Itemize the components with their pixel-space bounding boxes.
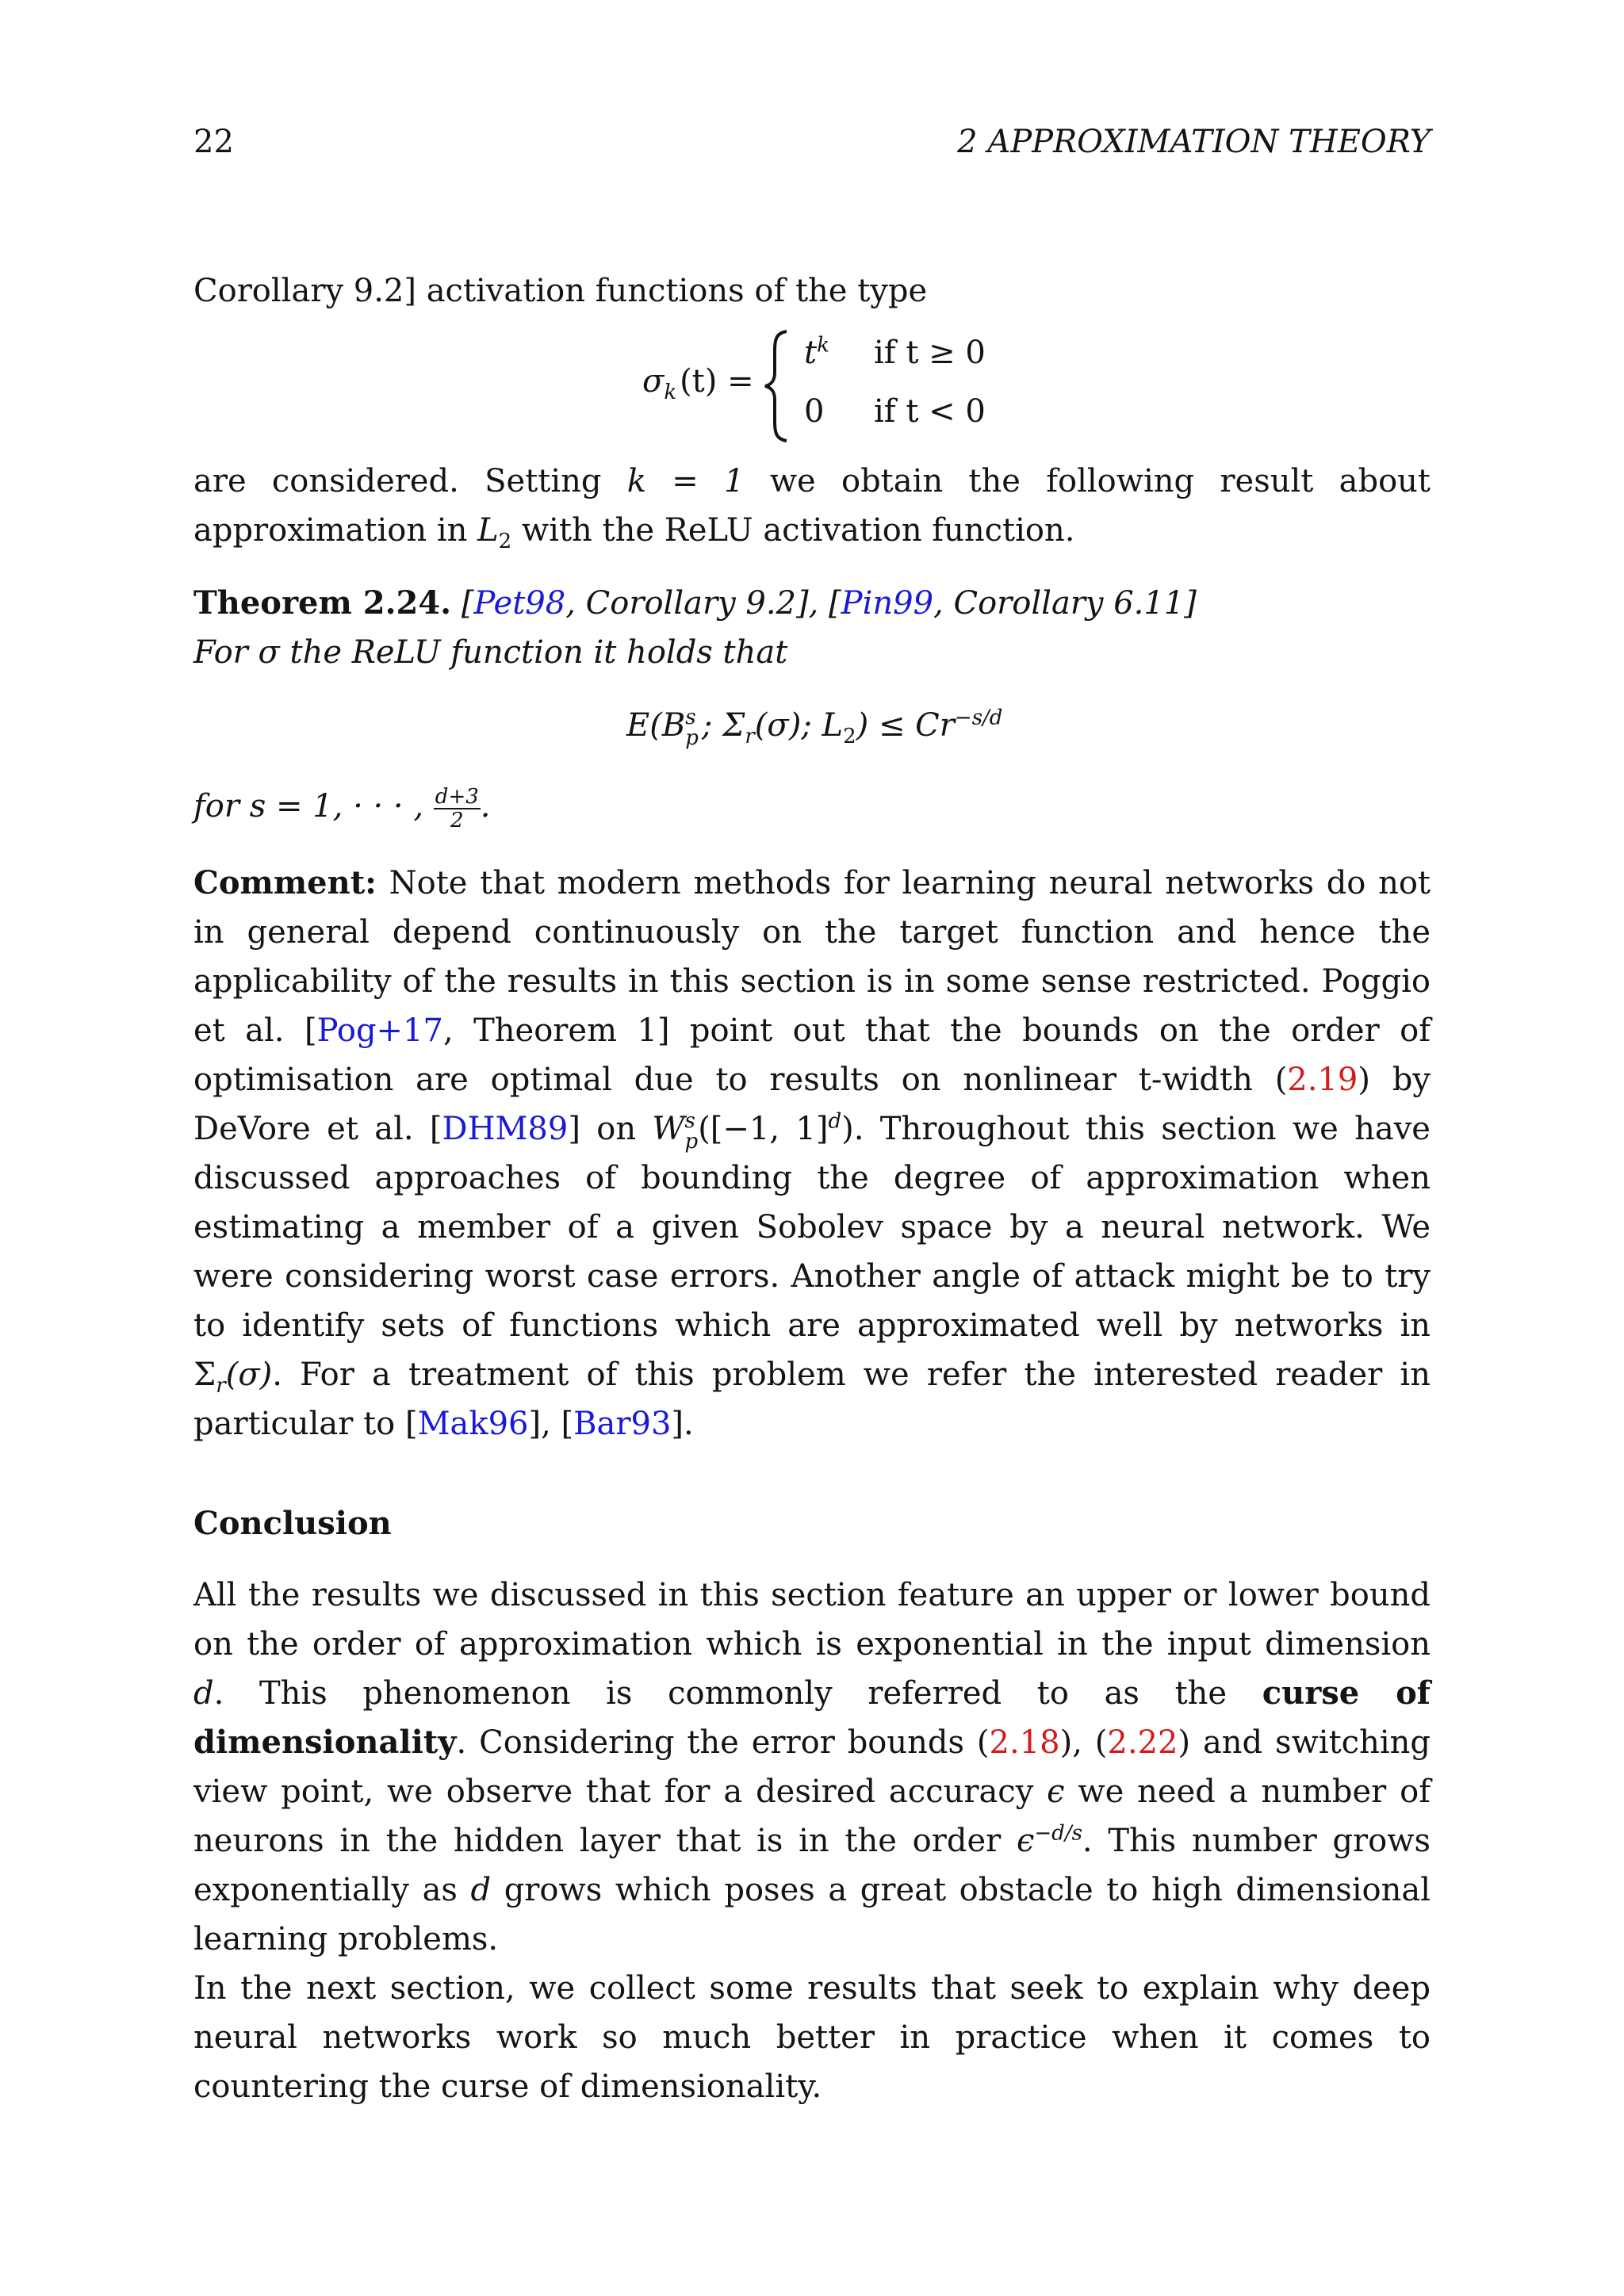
next-section-paragraph: In the next section, we collect some results that seek to explain why deep neural networks work so much better in practice when it comes to countering the curse of dimensionality. <box>193 1970 1431 2105</box>
comment-label: Comment: <box>193 864 377 901</box>
for-clause: for s = 1, · · · , $\frac{d+3}{2}$ . <box>193 785 491 832</box>
equation-ref-link[interactable]: 2.18 <box>989 1724 1060 1761</box>
theorem-statement: For σ the ReLU function it holds that <box>193 634 788 671</box>
citation-link[interactable]: Bar93 <box>573 1406 672 1442</box>
activation-equation <box>193 327 1431 446</box>
error-bound-equation: E(B s p ; $\Sigma_r(\sigma)$; $L_2) \le Cr^{-s/d}$ <box>626 706 1003 750</box>
page-header <box>193 124 1431 163</box>
comment-paragraph: Comment: Note that modern methods for learning neural networks do not in general depend continuously on the target function and hence the applicability of the results in this section is in some sense restricted. Poggio et al. [Pog+17, Theorem 1] point out that the bounds on the order of optimisation are optimal due to results on nonlinear t-width (2.19) by DeVore et al. [DHM89] on W s p ([−1, 1]$^d$). Throughout this section we have discussed approaches of bounding the degree of approximation when estimating a member of a given Sobolev space by a neural network. We were considering worst case errors. Another angle of attack might be to try to identify sets of functions which are approximated well by networks in $\Sigma_r(\sigma)$. For a treatment of this problem we refer the interested reader in particular to [Mak96], [Bar93]. <box>193 864 1431 1442</box>
fraction: $\frac{d+3}{2}$ <box>435 785 479 832</box>
page-body <box>193 266 1431 2111</box>
running-head: 2 APPROXIMATION THEORY <box>957 124 1431 160</box>
citation-link[interactable]: Pog+17 <box>316 1012 443 1049</box>
case1-value: $t^k$ <box>804 333 829 371</box>
equation-ref-link[interactable]: 2.19 <box>1287 1062 1358 1098</box>
theorem-header: Theorem 2.24. [Pet98, Corollary 9.2], [Pin99, Corollary 6.11] <box>193 584 1197 622</box>
key-term: curse of dimensionality <box>193 1674 1431 1761</box>
left-brace-icon <box>763 327 795 446</box>
citation-link[interactable]: Mak96 <box>417 1406 529 1442</box>
conclusion-paragraph: All the results we discussed in this section feature an upper or lower bound on the order of approximation which is exponential in the input dimension d. This phenomenon is commonly referred to as the curse of dimensionality. Considering the error bounds (2.18), (2.22) and switching view point, we observe that for a desired accuracy ϵ we need a number of neurons in the hidden layer that is in the order $\epsilon^{-d/s}$. This number grows exponentially as d grows which poses a great obstacle to high dimensional learning problems. <box>193 1577 1431 1957</box>
page-number: 22 <box>193 124 234 160</box>
section-heading: Conclusion <box>193 1505 392 1542</box>
intro-paragraph: Corollary 9.2] activation functions of the type <box>193 273 928 309</box>
case2-condition: if t < 0 <box>874 393 986 430</box>
equation-ref-link[interactable]: 2.22 <box>1107 1724 1178 1761</box>
citation-link[interactable]: Pet98 <box>473 585 566 622</box>
case1-condition: if t ≥ 0 <box>874 335 986 371</box>
citation-link[interactable]: DHM89 <box>442 1111 569 1147</box>
equation1-lhs: $\sigma_k$ (t) = <box>642 363 754 404</box>
theorem-label: Theorem 2.24. <box>193 584 452 622</box>
relu-paragraph: are considered. Setting k = 1 we obtain the following result about approximation in $L_2$ with the ReLU activation function. <box>193 463 1431 553</box>
case2-value: 0 <box>804 393 825 430</box>
citation-link[interactable]: Pin99 <box>841 585 934 622</box>
